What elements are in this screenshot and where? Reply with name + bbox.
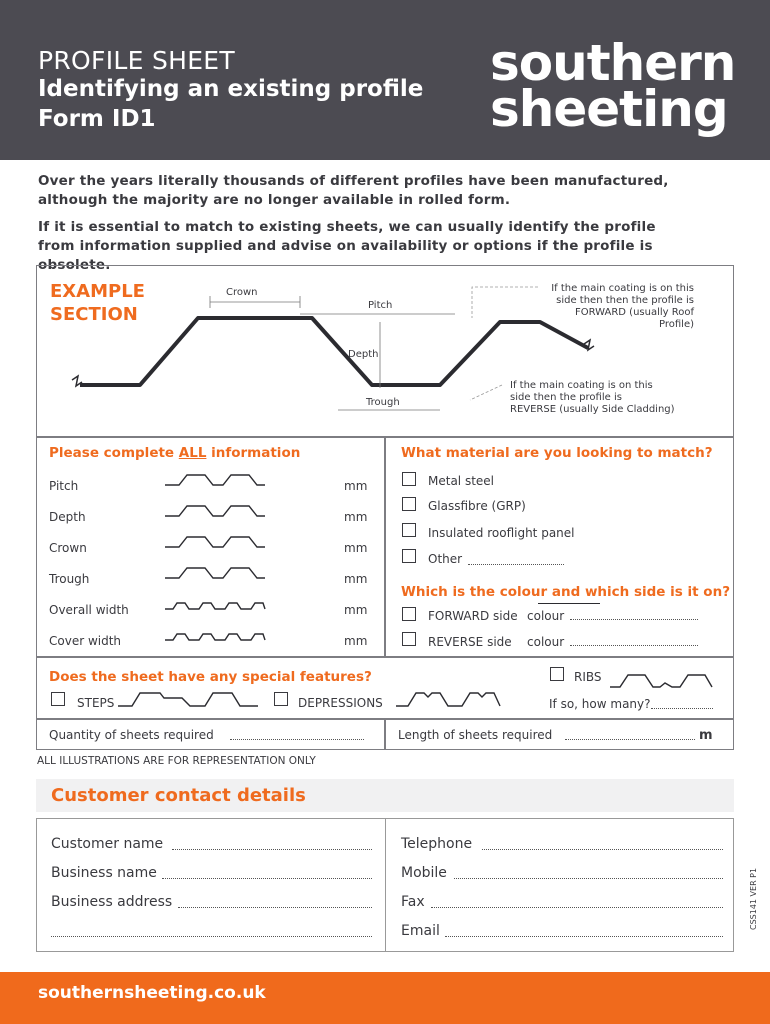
insulated-rooflight-label: Insulated rooflight panel [428, 526, 575, 540]
example-title-line1: EXAMPLE [50, 281, 145, 302]
forward-note-line: FORWARD (usually Roof Profile) [575, 307, 694, 330]
telephone-field[interactable] [482, 849, 723, 850]
forward-note-line: side then then the profile is [556, 295, 694, 306]
pitch-label: Pitch [368, 300, 393, 311]
measure-label-overall-width: Overall width [49, 603, 129, 617]
disclaimer: ALL ILLUSTRATIONS ARE FOR REPRESENTATION ONLY [37, 755, 316, 767]
email-field[interactable] [445, 936, 723, 937]
measure-unit: mm [344, 603, 368, 617]
form-id: Form ID1 [38, 106, 156, 132]
form-subtitle: Identifying an existing profile [38, 76, 424, 102]
measure-unit: mm [344, 510, 368, 524]
features-heading: Does the sheet have any special features? [49, 669, 372, 685]
steps-icon [118, 693, 258, 706]
mobile-field[interactable] [454, 878, 723, 879]
forward-side-label: FORWARD side [428, 609, 518, 623]
reverse-note-line: side then the profile is [510, 392, 622, 403]
ribs-label: RIBS [574, 670, 602, 684]
metal-steel-label: Metal steel [428, 474, 494, 488]
colour-heading: Which is the colour and which side is it on? [401, 584, 731, 600]
intro-paragraph-2: If it is essential to match to existing sheets, we can usually identify the profile from information supplied and advise on availability or options if the profile is obsolete. [38, 219, 656, 273]
reverse-note-line: If the main coating is on this [510, 380, 653, 391]
customer-name-label: Customer name [51, 836, 164, 852]
glassfibre-label: Glassfibre (GRP) [428, 499, 526, 513]
business-address-field[interactable] [178, 907, 372, 908]
trough-label: Trough [366, 397, 400, 408]
reverse-side-label: REVERSE side [428, 635, 512, 649]
forward-colour-label: colour [527, 609, 565, 623]
material-heading: What material are you looking to match? [401, 445, 713, 461]
measure-unit: mm [344, 541, 368, 555]
how-many-label: If so, how many? [549, 697, 651, 711]
depth-label: Depth [348, 349, 379, 360]
crown-label: Crown [226, 287, 258, 298]
footer-bar [0, 972, 770, 1024]
business-name-label: Business name [51, 865, 157, 881]
contact-divider [385, 818, 386, 952]
reverse-colour-label: colour [527, 635, 565, 649]
telephone-label: Telephone [401, 836, 473, 852]
measure-label-crown: Crown [49, 541, 87, 555]
quantity-field[interactable] [230, 739, 364, 740]
depressions-label: DEPRESSIONS [298, 696, 383, 710]
email-label: Email [401, 923, 440, 939]
logo-line1: southern [490, 34, 736, 92]
logo-line2: sheeting [490, 80, 728, 138]
customer-name-field[interactable] [172, 849, 372, 850]
reverse-note-line: REVERSE (usually Side Cladding) [510, 404, 675, 415]
business-address-label: Business address [51, 894, 173, 910]
heading-text: information [206, 445, 301, 461]
measure-unit: mm [344, 634, 368, 648]
measure-label-trough: Trough [49, 572, 90, 586]
steps-label: STEPS [77, 696, 115, 710]
measure-label-pitch: Pitch [49, 479, 79, 493]
measure-unit: mm [344, 479, 368, 493]
depressions-icon [396, 693, 500, 706]
contact-heading: Customer contact details [51, 785, 306, 806]
measure-label-depth: Depth [49, 510, 86, 524]
other-material-label: Other [428, 552, 463, 566]
business-address-field-2[interactable] [51, 936, 372, 937]
measure-label-cover-width: Cover width [49, 634, 122, 648]
form-code: CSS141 VER P1 [749, 867, 758, 930]
mobile-label: Mobile [401, 865, 447, 881]
measure-unit: mm [344, 572, 368, 586]
length-field[interactable] [565, 739, 695, 740]
footer-url[interactable]: southernsheeting.co.uk [38, 983, 266, 1003]
ribs-icon [610, 675, 712, 687]
business-name-field[interactable] [162, 878, 372, 879]
forward-note-line: If the main coating is on this [551, 283, 694, 294]
intro-paragraph-1: Over the years literally thousands of different profiles have been manufactured, although the majority are no longer available in rolled form. [38, 173, 669, 208]
contact-heading-bar [36, 779, 734, 812]
heading-text: Please complete [49, 445, 179, 461]
length-unit: m [699, 728, 713, 743]
length-label: Length of sheets required [398, 728, 553, 742]
fax-label: Fax [401, 894, 425, 910]
heading-all: ALL [178, 445, 207, 461]
fax-field[interactable] [431, 907, 723, 908]
quantity-label: Quantity of sheets required [49, 728, 214, 742]
profile-sheet-title: PROFILE SHEET [38, 46, 235, 75]
example-title-line2: SECTION [50, 304, 138, 325]
